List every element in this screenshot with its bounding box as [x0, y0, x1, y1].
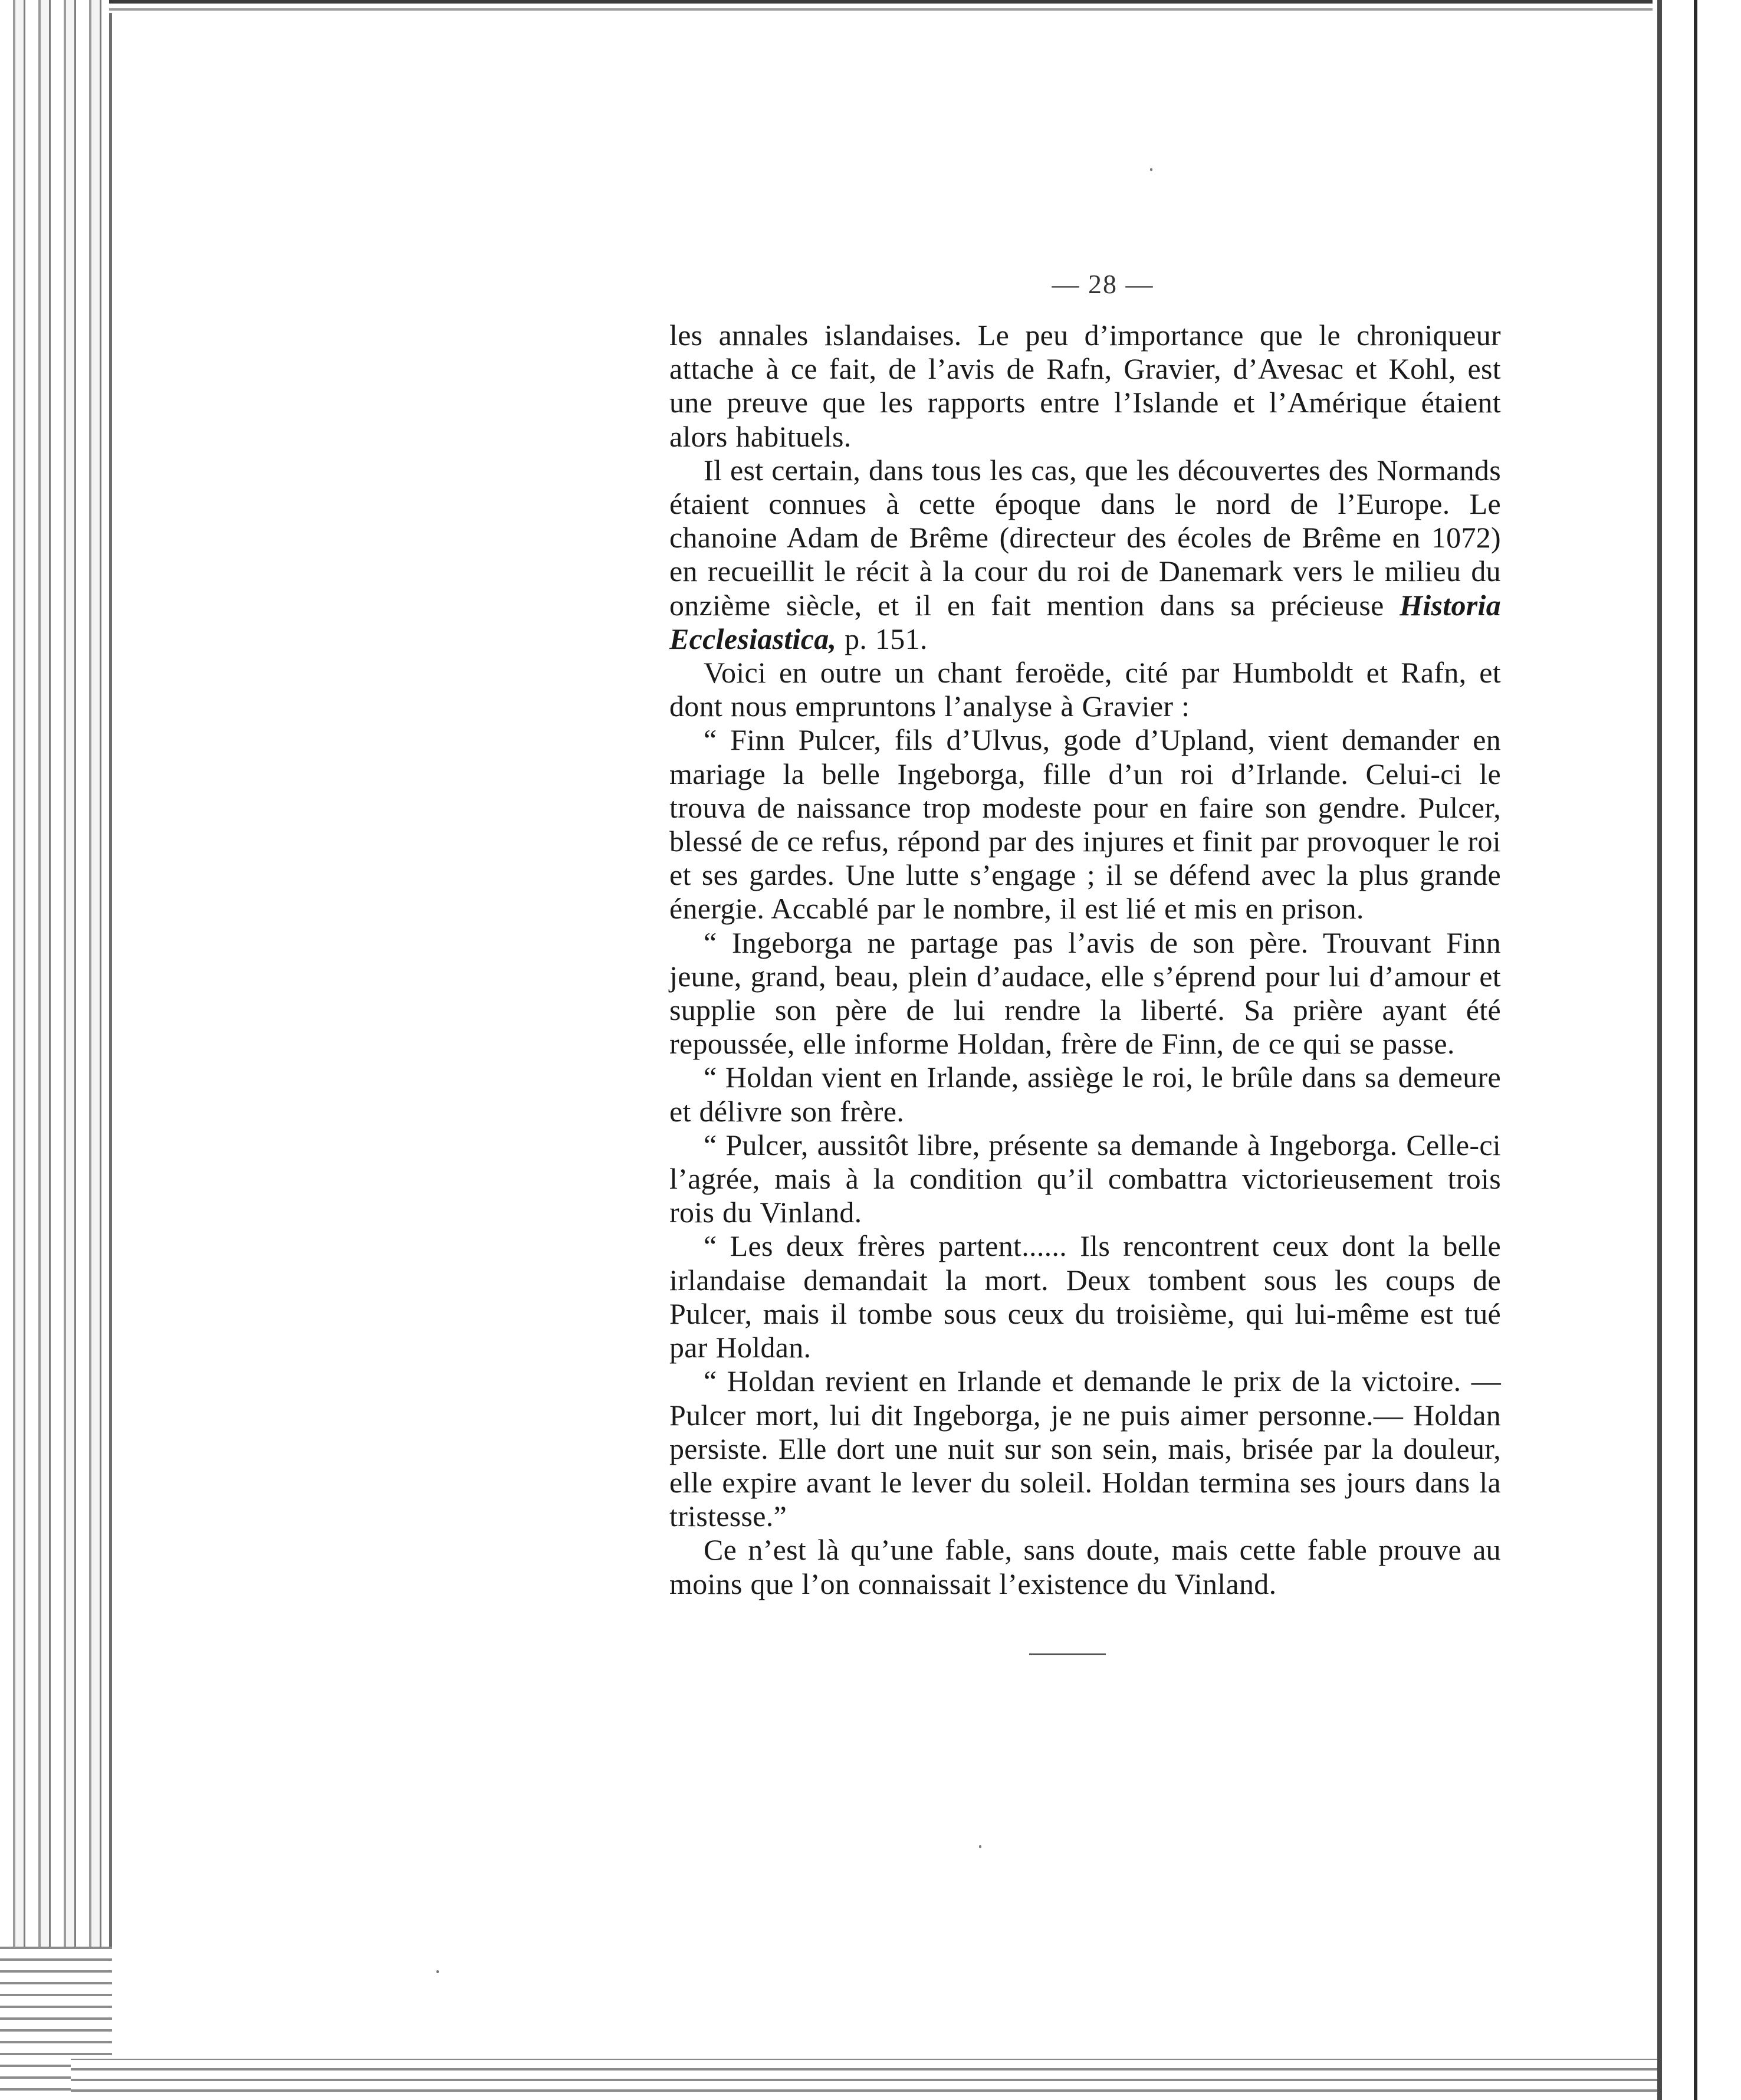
page-number: — 28 —: [1052, 269, 1154, 299]
book-spine-edge: [0, 0, 112, 2100]
paragraph: “ Holdan vient en Irlande, assiège le roi, le brûle dans sa demeure et délivre son frère.: [669, 1061, 1501, 1128]
page-top-edge: [109, 0, 1654, 13]
paragraph: “ Finn Pulcer, fils d’Ulvus, gode d’Upland, vient demander en mariage la belle Ingeborga, fille d’un roi d’Irlande. Celui-ci le trouva de naissance trop modeste pour en faire son gendre. Pulcer, blessé de ce refus, répond par des injures et finit par provoquer le roi et ses gardes. Une lutte s’engage ; il se défend avec la plus grande énergie. Accablé par le nombre, il est lié et mis en prison.: [669, 723, 1501, 926]
body-text: [669, 319, 1501, 1601]
paragraph: les annales islandaises. Le peu d’importance que le chroniqueur attache à ce fait, de l’avis de Rafn, Gravier, d’Avesac et Kohl, est une preuve que les rapports entre l’Islande et l’Amérique étaient alors habituels.: [669, 319, 1501, 453]
page-bottom-edge: [71, 2059, 1657, 2100]
paragraph: “ Les deux frères partent...... Ils rencontrent ceux dont la belle irlandaise demandait la mort. Deux tombent sous les coups de Pulcer, mais il tombe sous ceux du troisième, qui lui-même est tué par Holdan.: [669, 1229, 1501, 1364]
paragraph: Ce n’est là qu’une fable, sans doute, mais cette fable prouve au moins que l’on connaissait l’existence du Vinland.: [669, 1533, 1501, 1600]
paragraph: Voici en outre un chant feroëde, cité par Humboldt et Rafn, et dont nous empruntons l’analyse à Gravier :: [669, 656, 1501, 723]
citation-page: p. 151.: [836, 622, 928, 655]
scan-speck: [979, 1845, 981, 1848]
paragraph: [669, 454, 1501, 656]
scan-speck: [436, 1970, 439, 1973]
page-right-edge: [1653, 0, 1741, 2100]
paragraph: “ Pulcer, aussitôt libre, présente sa demande à Ingeborga. Celle-ci l’agrée, mais à la condition qu’il combattra victorieusement trois rois du Vinland.: [669, 1128, 1501, 1229]
paragraph-text: Il est certain, dans tous les cas, que les découvertes des Normands étaient connues à cette époque dans le nord de l’Europe. Le chanoine Adam de Brême (directeur des écoles de Brême en 1072) en recueillit le récit à la cour du roi de Danemark vers le milieu du onzième siècle, et il en fait mention dans sa précieuse: [669, 453, 1501, 622]
paragraph: “ Ingeborga ne partage pas l’avis de son père. Trouvant Finn jeune, grand, beau, plein d’audace, elle s’éprend pour lui d’amour et supplie son père de lui rendre la liberté. Sa prière ayant été repoussée, elle informe Holdan, frère de Finn, de ce qui se passe.: [669, 926, 1501, 1061]
scan-speck: [1150, 168, 1152, 171]
end-rule: [1029, 1653, 1106, 1655]
paragraph: “ Holdan revient en Irlande et demande le prix de la victoire. —Pulcer mort, lui dit Ingeborga, je ne puis aimer personne.— Holdan persiste. Elle dort une nuit sur son sein, mais, brisée par la douleur, elle expire avant le lever du soleil. Holdan termina ses jours dans la tristesse.”: [669, 1364, 1501, 1533]
citation-title: Historia Ecclesiastica,: [669, 588, 1501, 655]
